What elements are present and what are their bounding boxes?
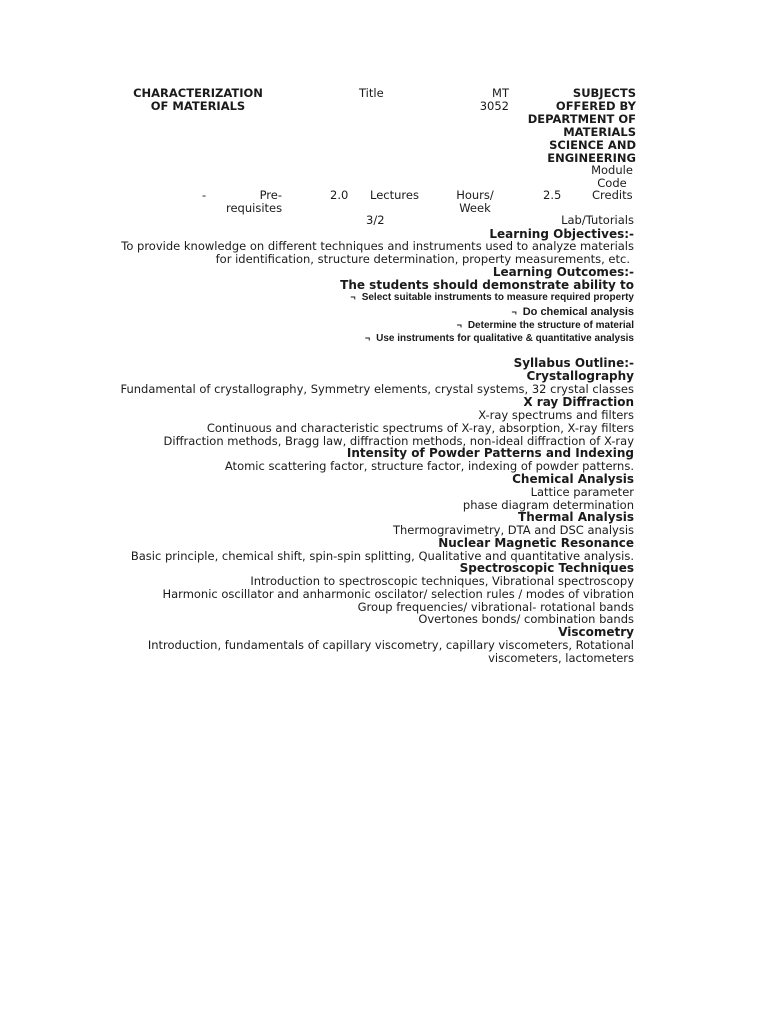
outcome-item xyxy=(100,319,634,332)
section-line: Atomic scattering factor, structure factor, indexing of powder patterns. xyxy=(224,459,634,473)
outcomes-heading: Learning Outcomes:- xyxy=(492,265,634,279)
module-title-line-2: OF MATERIALS xyxy=(150,99,246,113)
credits-value: 2.5 xyxy=(543,188,562,202)
department-line-6: ENGINEERING xyxy=(547,151,636,165)
checkbox-icon: ¬ xyxy=(364,333,371,343)
objectives-text-line-1: To provide knowledge on different techniques and instruments used to analyze materials xyxy=(121,239,634,253)
objectives-text-line-2: for identification, structure determination, property measurements, etc. xyxy=(215,252,630,266)
section-line: phase diagram determination xyxy=(462,498,634,512)
module-title-cell xyxy=(120,87,276,113)
section-title-viscometry: Viscometry xyxy=(558,625,634,639)
outcome-text: Determine the structure of material xyxy=(467,320,634,331)
section-title-spectroscopic-techniques: Spectroscopic Techniques xyxy=(459,561,634,575)
checkbox-icon: ¬ xyxy=(456,320,462,330)
module-code-line-1: MT xyxy=(492,86,509,100)
section-line: Introduction to spectroscopic techniques, Vibrational spectroscopy xyxy=(250,574,634,588)
module-code-label-line-2: Code xyxy=(597,176,627,190)
credits-label: Credits xyxy=(592,188,633,202)
lab-label: Lab/Tutorials xyxy=(561,213,634,227)
lab-value: 3/2 xyxy=(366,213,385,227)
module-code-label-line-1: Module xyxy=(591,163,633,177)
department-cell xyxy=(520,87,644,165)
module-title-line-1: CHARACTERIZATION xyxy=(133,86,263,100)
section-line: Group frequencies/ vibrational- rotational bands xyxy=(357,600,634,614)
section-line: Harmonic oscillator and anharmonic oscilator/ selection rules / modes of vibration xyxy=(162,587,634,601)
section-title-thermal-analysis: Thermal Analysis xyxy=(518,510,634,524)
outcome-text: Select suitable instruments to measure required property xyxy=(361,292,634,303)
department-line-3: DEPARTMENT OF xyxy=(527,112,636,126)
checkbox-icon: ¬ xyxy=(511,307,517,317)
lectures-value: 2.0 xyxy=(330,188,349,202)
outcome-item xyxy=(100,333,634,344)
module-code-cell xyxy=(450,87,509,113)
section-line: Fundamental of crystallography, Symmetry elements, crystal systems, 32 crystal classes xyxy=(120,382,634,396)
section-title-crystallography: Crystallography xyxy=(526,369,634,383)
section-line: Overtones bonds/ combination bands xyxy=(418,612,634,626)
department-line-4: MATERIALS xyxy=(563,125,636,139)
department-line-5: SCIENCE AND xyxy=(549,138,636,152)
section-line: Basic principle, chemical shift, spin-spin splitting, Qualitative and quantitative analysis. xyxy=(130,549,634,563)
hours-label xyxy=(452,189,498,215)
department-line-2: OFFERED BY xyxy=(555,99,636,113)
outcome-item xyxy=(100,292,634,303)
hours-label-line-2: Week xyxy=(459,201,491,215)
prerequisites-label xyxy=(222,189,290,215)
section-title-powder-patterns: Intensity of Powder Patterns and Indexing xyxy=(346,446,634,460)
section-title-nmr: Nuclear Magnetic Resonance xyxy=(438,536,634,550)
prerequisites-value: - xyxy=(202,188,207,202)
section-title-chemical-analysis: Chemical Analysis xyxy=(512,472,634,486)
section-line: Thermogravimetry, DTA and DSC analysis xyxy=(392,523,634,537)
checkbox-icon: ¬ xyxy=(350,292,356,302)
department-line-1: SUBJECTS xyxy=(572,86,636,100)
objectives-heading: Learning Objectives:- xyxy=(489,227,634,241)
prerequisites-label-line-2: requisites xyxy=(226,201,283,215)
module-code-line-2: 3052 xyxy=(479,99,509,113)
objectives-text xyxy=(100,240,634,266)
prerequisites-label-line-1: Pre- xyxy=(259,188,282,202)
syllabus-heading: Syllabus Outline:- xyxy=(513,356,634,370)
outcome-text: Do chemical analysis xyxy=(522,306,634,318)
hours-label-line-1: Hours/ xyxy=(456,188,494,202)
outcome-text: Use instruments for qualitative & quantitative analysis xyxy=(376,333,634,344)
outcomes-subheading: The students should demonstrate ability to xyxy=(340,278,634,292)
section-line: Introduction, fundamentals of capillary viscometry, capillary viscometers, Rotational xyxy=(147,638,634,652)
module-code-label xyxy=(580,164,644,190)
section-line: X-ray spectrums and filters xyxy=(478,408,634,422)
section-line: Continuous and characteristic spectrums of X-ray, absorption, X-ray filters xyxy=(206,421,634,435)
title-label: Title xyxy=(359,86,384,100)
lectures-label: Lectures xyxy=(370,188,419,202)
section-title-xray-diffraction: X ray Diffraction xyxy=(523,395,634,409)
section-line: viscometers, lactometers xyxy=(488,651,634,665)
section-line: Lattice parameter xyxy=(530,485,634,499)
section-line: Diffraction methods, Bragg law, diffraction methods, non-ideal diffraction of X-ray xyxy=(163,434,634,448)
outcome-item xyxy=(100,306,634,318)
